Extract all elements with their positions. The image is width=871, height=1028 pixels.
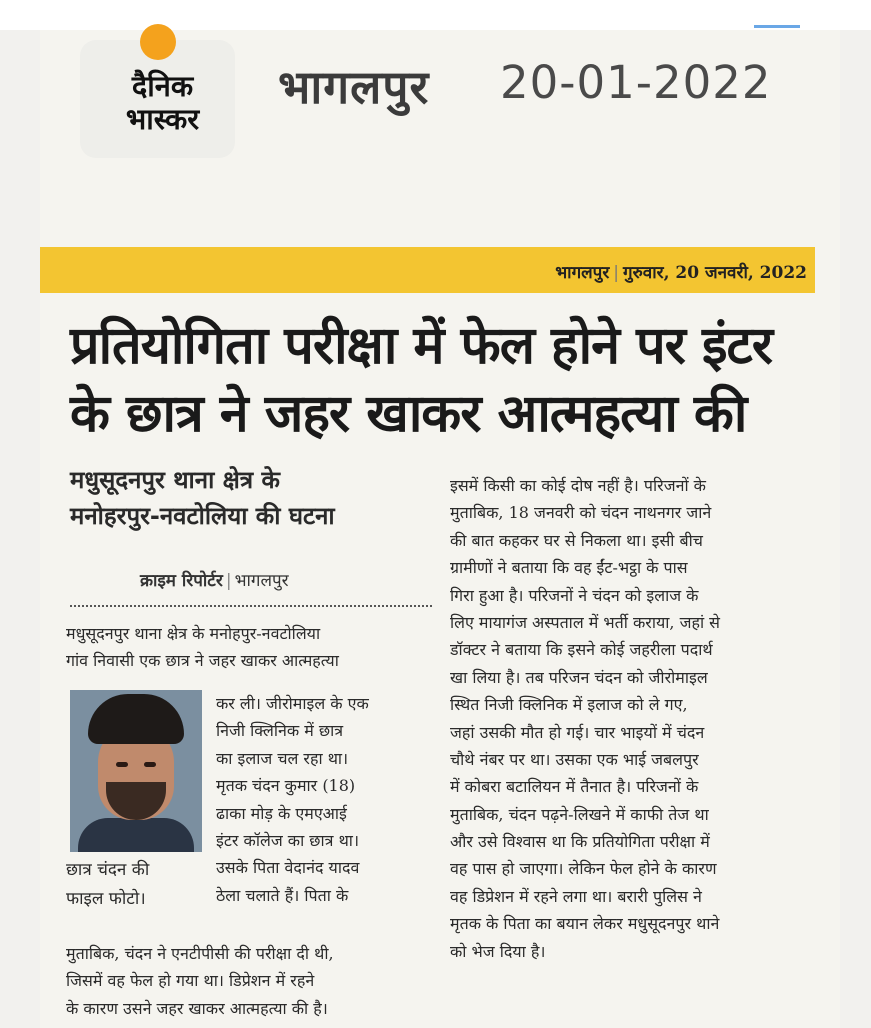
body-line: मुताबिक, 18 जनवरी को चंदन नाथनगर जाने [450, 503, 712, 523]
body-line: लिए मायागंज अस्पताल में भर्ती कराया, जहां से [450, 612, 720, 632]
edition-date: 20-01-2022 [500, 56, 772, 109]
body-left-bottom [66, 940, 436, 1022]
body-line: की बात कहकर घर से निकला था। इसी बीच [450, 530, 703, 550]
headline-line: प्रतियोगिता परीक्षा में फेल होने पर इंटर [70, 316, 773, 376]
body-line: उसके पिता वेदानंद यादव [216, 858, 360, 878]
logo-line-2: भास्कर [125, 102, 200, 136]
body-line: गांव निवासी एक छात्र ने जहर खाकर आत्महत्या [66, 651, 339, 671]
body-line: खा लिया है। तब परिजन चंदन को जीरोमाइल [450, 667, 708, 687]
body-line: स्थित निजी क्लिनिक में इलाज को ले गए, [450, 695, 688, 715]
body-right-column [450, 472, 820, 965]
body-line: कर ली। जीरोमाइल के एक [216, 694, 369, 713]
edition-name: भागलपुर [278, 60, 430, 114]
body-line: ग्रामीणों ने बताया कि वह ईंट-भट्ठा के पास [450, 558, 688, 578]
byline-separator: | [225, 571, 232, 591]
body-line: जिसमें वह फेल हो गया था। डिप्रेशन में रहने [66, 971, 315, 991]
body-line: इंटर कॉलेज का छात्र था। [216, 830, 360, 850]
top-strip [0, 0, 871, 30]
body-line: निजी क्लिनिक में छात्र [216, 721, 344, 741]
subheadline [70, 462, 440, 534]
body-line: मुताबिक, चंदन ने एनटीपीसी की परीक्षा दी थी, [66, 944, 334, 963]
caption-line: फाइल फोटो। [66, 889, 146, 909]
body-line: मधुसूदनपुर थाना क्षेत्र के मनोहपुर-नवटोलिया [66, 624, 321, 643]
photo-eye [144, 762, 156, 767]
subheadline-line: मनोहरपुर-नवटोलिया की घटना [70, 502, 335, 530]
body-left-wrap [216, 690, 436, 909]
byline-city: भागलपुर [234, 571, 289, 591]
body-line: वह पास हो जाएगा। लेकिन फेल होने के कारण [450, 859, 717, 879]
body-left-top [66, 620, 436, 675]
body-line: इसमें किसी का कोई दोष नहीं है। परिजनों के [450, 476, 706, 495]
caption-line: छात्र चंदन की [66, 860, 150, 880]
photo-hair [88, 694, 184, 744]
body-line: ढाका मोड़ के एमएआई [216, 803, 347, 823]
photo-shirt [78, 818, 194, 852]
body-line: मुताबिक, चंदन पढ़ने-लिखने में काफी तेज था [450, 804, 709, 824]
logo-line-1: दैनिक [131, 69, 194, 103]
body-line: गिरा हुआ है। परिजनों ने चंदन को इलाज के [450, 585, 699, 605]
photo-eye [116, 762, 128, 767]
dateline-date: गुरुवार, 20 जनवरी, 2022 [623, 263, 807, 283]
body-line: ठेला चलाते हैं। पिता के [216, 885, 349, 905]
sun-logo-icon [140, 24, 176, 60]
body-line: का इलाज चल रहा था। [216, 748, 349, 768]
photo-caption [66, 856, 206, 914]
byline-author: क्राइम रिपोर्टर [140, 571, 223, 591]
body-line: जहां उसकी मौत हो गई। चार भाइयों में चंदन [450, 722, 705, 742]
body-line: में कोबरा बटालियन में तैनात है। परिजनों के [450, 777, 699, 797]
body-line: मृतक चंदन कुमार (18) [216, 776, 356, 796]
headline-line: के छात्र ने जहर खाकर आत्महत्या की [70, 384, 747, 444]
subheadline-line: मधुसूदनपुर थाना क्षेत्र के [70, 466, 280, 494]
body-line: के कारण उसने जहर खाकर आत्महत्या की है। [66, 998, 328, 1018]
body-line: और उसे विश्वास था कि प्रतियोगिता परीक्षा में [450, 832, 710, 852]
dotted-divider [70, 605, 432, 607]
body-line: मृतक के पिता का बयान लेकर मधुसूदनपुर थाने [450, 914, 720, 934]
body-line: डॉक्टर ने बताया कि इसने कोई जहरीला पदार्थ [450, 640, 713, 660]
headline [70, 312, 830, 448]
dateline [555, 260, 807, 283]
body-line: वह डिप्रेशन में रहने लगा था। बरारी पुलिस ने [450, 886, 702, 906]
scroll-indicator [754, 25, 800, 28]
body-line: चौथे नंबर पर था। उसका एक भाई जबलपुर [450, 749, 699, 769]
body-line: को भेज दिया है। [450, 941, 546, 961]
dateline-city: भागलपुर [555, 263, 610, 283]
student-photo [70, 690, 202, 852]
dateline-separator: | [613, 263, 620, 283]
byline [140, 568, 289, 591]
